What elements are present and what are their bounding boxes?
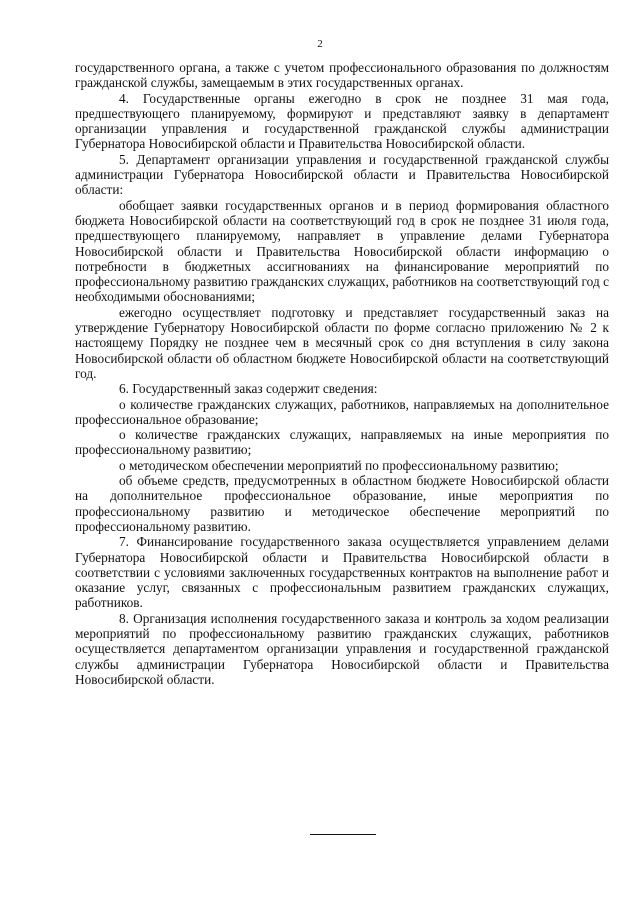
paragraph-item-6-sub-2: о количестве гражданских служащих, направляемых на иные мероприятия по профессиональному развитию;	[75, 427, 609, 458]
page-number: 2	[317, 38, 323, 50]
paragraph-item-8: 8. Организация исполнения государственного заказа и контроль за ходом реализации мероприятий по профессиональному развитию гражданских служащих, работников осуществляется департаментом организации управления и государственной гражданской службы администрации Губернатора Новосибирской области и Правительства Новосибирской области.	[75, 610, 609, 687]
paragraph-item-6: 6. Государственный заказ содержит сведения:	[119, 381, 378, 397]
document-body	[75, 60, 609, 687]
paragraph-item-7: 7. Финансирование государственного заказа осуществляется управлением делами Губернатора Новосибирской области и Правительства Новосибирской области в соответствии с условиями заключенных государственных контрактов на выполнение работ и оказание услуг, связанных с профессиональным развитием гражданских служащих, работников.	[75, 534, 609, 611]
paragraph-item-5-sub-1: обобщает заявки государственных органов и в период формирования областного бюджета Новосибирской области на соответствующий год в срок не позднее 31 июля года, предшествующего планируемому, направляет в управление делами Губернатора Новосибирской области и Правительства Новосибирской области информацию о потребности в бюджетных ассигнованиях на финансирование мероприятий по профессиональному развитию гражданских служащих, работников на соответствующий год с необходимыми обоснованиями;	[75, 197, 609, 305]
paragraph-item-6-sub-1: о количестве гражданских служащих, работников, направляемых на дополнительное профессиональное образование;	[75, 396, 609, 427]
paragraph-item-4: 4. Государственные органы ежегодно в срок не позднее 31 мая года, предшествующего планируемому, формируют и представляют заявку в департамент организации управления и государственной гражданской службы администрации Губернатора Новосибирской области и Правительства Новосибирской области.	[75, 90, 609, 152]
paragraph-item-6-sub-4: об объеме средств, предусмотренных в областном бюджете Новосибирской области на дополнительное профессиональное образование, иные мероприятия по профессиональному развитию и методическое обеспечение мероприятий по профессиональному развитию.	[75, 473, 609, 534]
paragraph-continuation: государственного органа, а также с учетом профессионального образования по должностям гражданской службы, замещаемым в этих государственных органах.	[75, 60, 609, 91]
paragraph-item-5-sub-2: ежегодно осуществляет подготовку и представляет государственный заказ на утверждение Губернатору Новосибирской области по форме согласно приложению № 2 к настоящему Порядку не позднее чем в месячный срок со дня вступления в силу закона Новосибирской области об областном бюджете Новосибирской области на соответствующий год.	[75, 304, 609, 381]
end-of-document-rule	[310, 834, 376, 835]
paragraph-item-6-sub-3: о методическом обеспечении мероприятий по профессиональному развитию;	[119, 457, 559, 473]
paragraph-item-5: 5. Департамент организации управления и государственной гражданской службы администрации Губернатора Новосибирской области и Правительства Новосибирской области:	[75, 151, 609, 198]
